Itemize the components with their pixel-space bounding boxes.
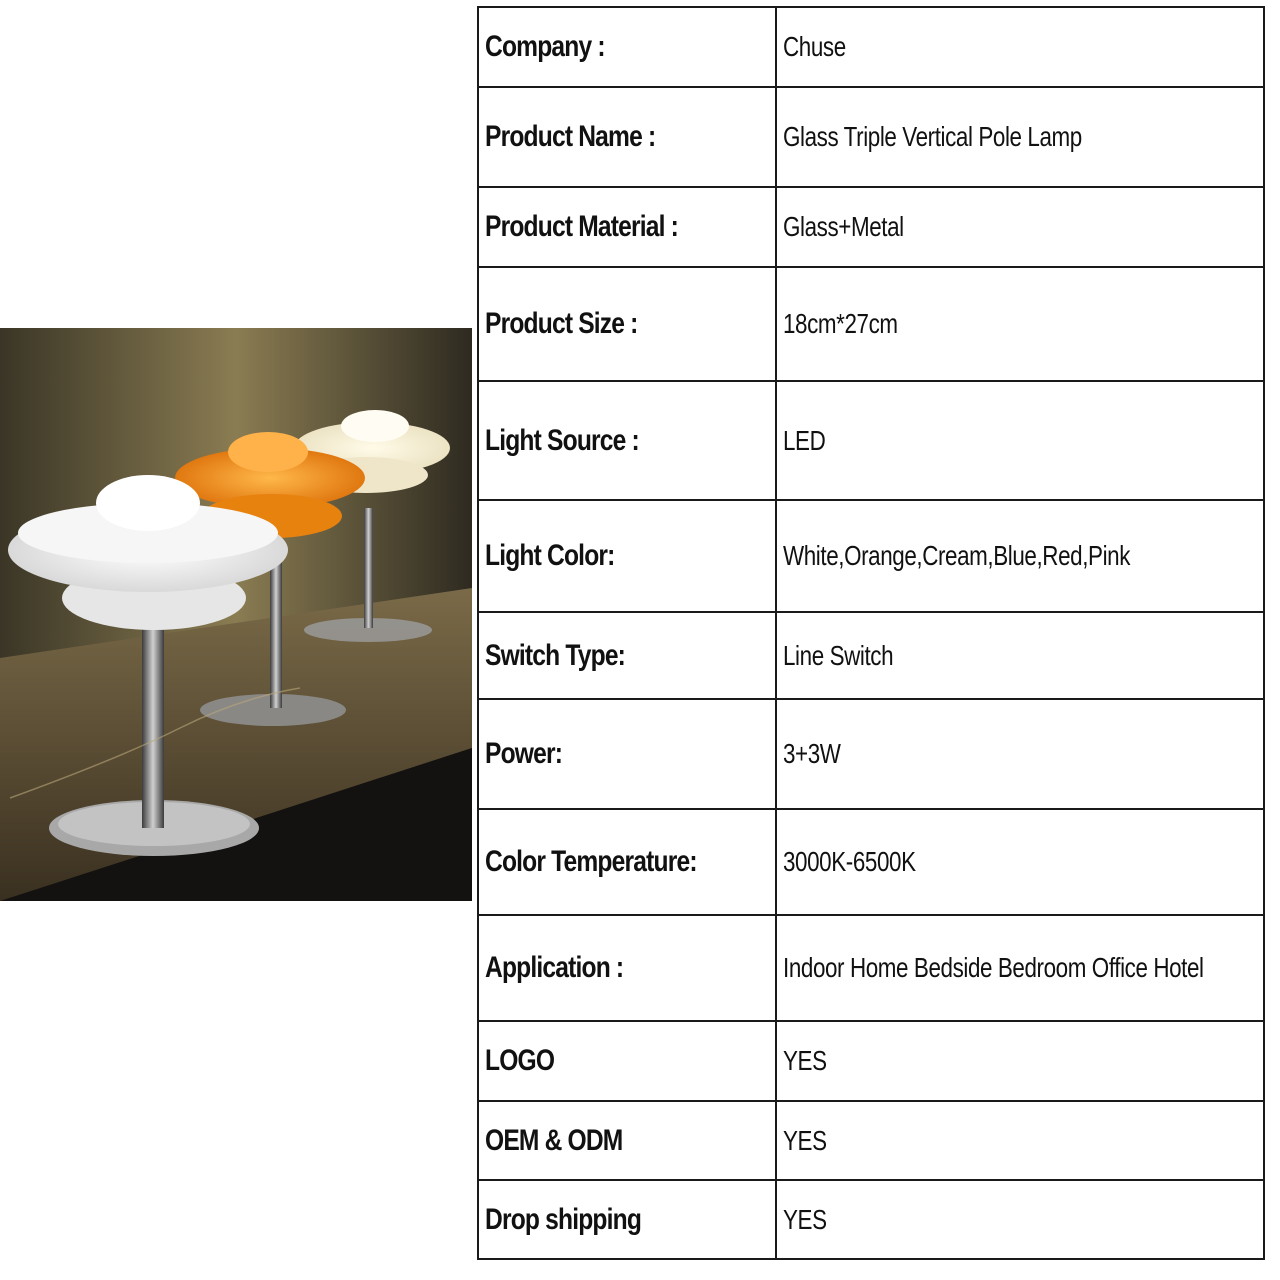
spec-row <box>478 187 1264 267</box>
spec-label-cell <box>478 1021 776 1101</box>
spec-label: Product Material : <box>485 210 679 243</box>
spec-value-cell <box>776 915 1264 1021</box>
spec-row <box>478 1101 1264 1180</box>
spec-label: Drop shipping <box>485 1202 642 1236</box>
spec-value: Chuse <box>783 31 846 62</box>
spec-label: OEM & ODM <box>485 1123 623 1157</box>
spec-value-cell <box>776 612 1264 699</box>
spec-label: Application : <box>485 951 624 984</box>
spec-value: Line Switch <box>783 639 894 671</box>
spec-value: White,Orange,Cream,Blue,Red,Pink <box>783 540 1130 571</box>
spec-label-cell <box>478 699 776 809</box>
spec-value-cell <box>776 267 1264 381</box>
spec-value: Glass Triple Vertical Pole Lamp <box>783 121 1082 152</box>
spec-value-cell <box>776 7 1264 87</box>
spec-row <box>478 7 1264 87</box>
spec-row <box>478 87 1264 187</box>
spec-value: Glass+Metal <box>783 211 904 242</box>
spec-value: 18cm*27cm <box>783 308 898 339</box>
spec-value-cell <box>776 87 1264 187</box>
spec-label: Light Source : <box>485 423 639 457</box>
spec-row <box>478 1180 1264 1259</box>
spec-value-cell <box>776 809 1264 915</box>
spec-row <box>478 809 1264 915</box>
spec-value: Indoor Home Bedside Bedroom Office Hotel <box>783 952 1204 983</box>
spec-label-cell <box>478 267 776 381</box>
spec-label-cell <box>478 7 776 87</box>
spec-value: YES <box>783 1203 827 1235</box>
spec-label-cell <box>478 187 776 267</box>
spec-label: Product Name : <box>485 120 656 153</box>
spec-value-cell <box>776 699 1264 809</box>
spec-value-cell <box>776 1180 1264 1259</box>
spec-label: Switch Type: <box>485 638 626 672</box>
spec-label-cell <box>478 381 776 500</box>
spec-label-cell <box>478 915 776 1021</box>
spec-label-cell <box>478 500 776 612</box>
spec-label: Product Size : <box>485 307 638 340</box>
spec-label: Light Color: <box>485 539 615 572</box>
spec-label: Company : <box>485 30 605 63</box>
spec-row <box>478 500 1264 612</box>
spec-row <box>478 612 1264 699</box>
product-photo <box>0 328 472 901</box>
spec-value: YES <box>783 1045 827 1076</box>
spec-value-cell <box>776 187 1264 267</box>
spec-label-cell <box>478 1180 776 1259</box>
lamp-photo <box>0 328 472 901</box>
spec-label: LOGO <box>485 1044 555 1077</box>
spec-value-cell <box>776 381 1264 500</box>
spec-value-cell <box>776 1021 1264 1101</box>
spec-row <box>478 699 1264 809</box>
spec-value: 3+3W <box>783 738 841 769</box>
spec-value: YES <box>783 1124 827 1156</box>
spec-row <box>478 267 1264 381</box>
spec-row <box>478 1021 1264 1101</box>
spec-value-cell <box>776 500 1264 612</box>
spec-row <box>478 381 1264 500</box>
spec-label-cell <box>478 87 776 187</box>
spec-value: 3000K-6500K <box>783 846 916 877</box>
spec-label-cell <box>478 1101 776 1180</box>
spec-value: LED <box>783 424 826 456</box>
spec-label-cell <box>478 612 776 699</box>
spec-label: Color Temperature: <box>485 845 697 878</box>
spec-label-cell <box>478 809 776 915</box>
spec-label: Power: <box>485 737 563 770</box>
spec-value-cell <box>776 1101 1264 1180</box>
spec-row <box>478 915 1264 1021</box>
spec-table <box>477 6 1265 1260</box>
